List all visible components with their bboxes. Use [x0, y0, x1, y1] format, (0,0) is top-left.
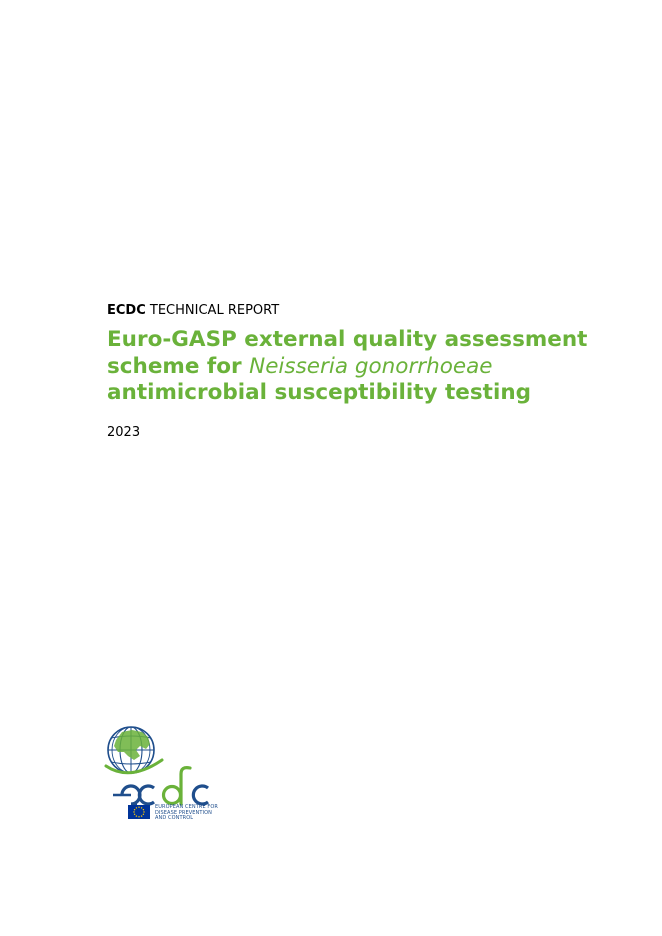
eu-flag-icon: [128, 805, 150, 819]
series-brand: ECDC: [107, 303, 146, 318]
series-type: TECHNICAL REPORT: [149, 303, 280, 318]
org-name-line-3: AND CONTROL: [155, 815, 194, 821]
org-name-line-1: EUROPEAN CENTRE FOR: [155, 804, 219, 810]
title-line-1: Euro-GASP external quality assessment: [107, 327, 588, 352]
org-name-line-2: DISEASE PREVENTION: [155, 809, 212, 816]
title-line-2-species: Neisseria gonorrhoeae: [249, 353, 493, 379]
report-title: [107, 327, 627, 407]
title-line-2-prefix: scheme for: [107, 353, 250, 379]
report-series-label: [107, 303, 279, 318]
globe-icon: [106, 727, 162, 773]
title-line-3: antimicrobial susceptibility testing: [107, 380, 532, 405]
report-year: 2023: [107, 425, 141, 440]
ecdc-organisation-name: [155, 805, 218, 822]
